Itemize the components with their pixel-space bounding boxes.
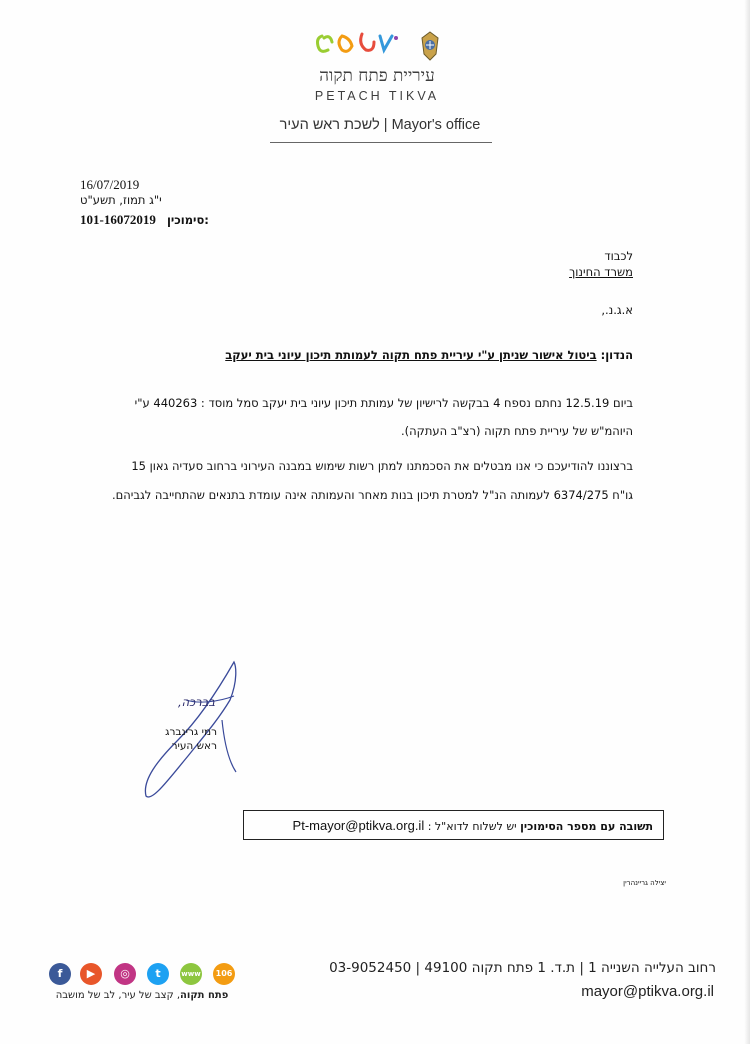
www-icon[interactable]: www <box>180 963 202 985</box>
facebook-icon[interactable]: f <box>49 963 71 985</box>
signature-name: רמי גרינברג <box>165 726 217 738</box>
greeting: א.ג.נ., <box>601 303 633 317</box>
body-line-3: ברצוננו להודיעכם כי אנו מבטלים את הסכמתנו למתן רשות שימוש במבנה העירוני ברחוב סעדיה גאון 15 <box>131 459 633 473</box>
body-line-1: ביום 12.5.19 נחתם נספח 4 בבקשה לרישיון של עמותת תיכון עיוני בית יעקב סמל מוסד : 440263 ע"י <box>134 396 633 410</box>
date-gregorian: 16/07/2019 <box>80 177 140 192</box>
slogan-rest: , קצב של עיר, לב של מושבה <box>55 990 181 1001</box>
hotline-106-icon[interactable]: 106 <box>213 963 235 985</box>
twitter-icon[interactable]: t <box>147 963 169 985</box>
slogan-bold: פתח תקוה <box>180 990 229 1001</box>
recipient-name: משרד החינוך <box>569 265 633 279</box>
logo-text-english: PETACH TIKVA <box>314 89 440 103</box>
footer-email[interactable]: mayor@ptikva.org.il <box>581 983 714 1000</box>
recipient-prefix: לכבוד <box>604 249 633 263</box>
youtube-icon[interactable]: ▶ <box>80 963 102 985</box>
subject-label: הנדון: <box>600 348 633 362</box>
instagram-icon[interactable]: ◎ <box>114 963 136 985</box>
municipality-logo <box>300 28 460 68</box>
page-edge-shadow <box>744 0 750 1044</box>
reference-label: סימוכין: <box>166 213 209 227</box>
subject-text: ביטול אישור שניתן ע"י עיריית פתח תקוה לעמותת תיכון עיוני בית יעקב <box>225 348 597 362</box>
reply-instructions-box <box>243 810 664 840</box>
date-hebrew <box>80 193 220 207</box>
body-line-2: היוהמ"ש של עיריית פתח תקוה (רצ"ב העתקה). <box>401 424 633 438</box>
footer-address: רחוב העלייה השנייה 1 | ת.ד. 1 פתח תקוה 49100 | 03-9052450 <box>329 960 716 976</box>
typist-initials: יצילה גריינהרין <box>623 879 666 887</box>
city-slogan <box>46 990 238 1001</box>
date-hebrew-text: י"ג תמוז, תשע"ט <box>80 193 162 207</box>
logo-emblem-icon <box>300 28 460 64</box>
signature-closing: בברכה, <box>177 695 215 709</box>
reply-email-link[interactable]: Pt-mayor@ptikva.org.il <box>292 818 425 833</box>
reply-text-bold: תשובה עם מספר הסימוכין <box>520 820 653 833</box>
header-divider <box>270 142 492 143</box>
logo-text-hebrew: עיריית פתח תקוה <box>319 66 435 86</box>
reference-line <box>80 209 209 228</box>
body-line-4: גו"ח 6374/275 לעמותה הנ"ל למטרת תיכון בנות מאחר והעמותה אינה עומדת בתנאים שהתחייבה לגביהם. <box>111 488 633 502</box>
reference-number: 101-16072019 <box>80 212 156 227</box>
signature-title: ראש העיר <box>171 740 217 752</box>
reply-instructions <box>293 818 653 833</box>
reply-text-rest: יש לשלוח לדוא"ל : <box>427 820 517 833</box>
subject-line <box>225 348 633 362</box>
office-label: Mayor's office | לשכת ראש העיר <box>279 117 481 133</box>
